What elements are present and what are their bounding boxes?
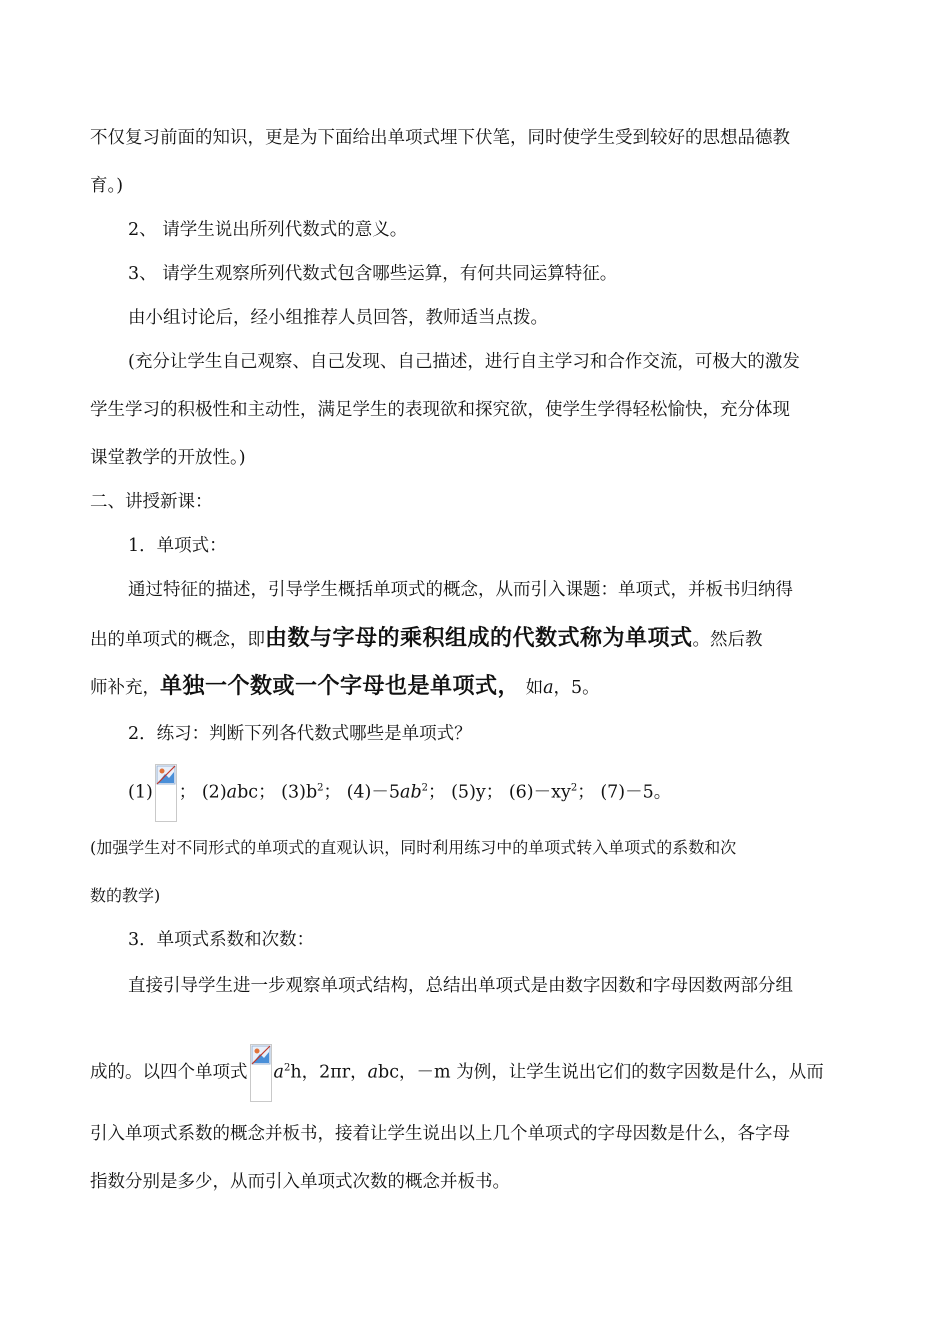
variable: ab xyxy=(400,782,422,803)
paragraph-line: 通过特征的描述，引导学生概括单项式的概念，从而引入课题：单项式，并板书归纳得 xyxy=(128,580,793,600)
text-run: 出的单项式的概念，即 xyxy=(90,630,265,650)
paragraph-line: 不仅复习前面的知识，更是为下面给出单项式埋下伏笔，同时使学生受到较好的思想品德教 xyxy=(90,128,790,148)
exponent: 2 xyxy=(421,782,429,794)
paragraph-line xyxy=(90,662,865,712)
paragraph-line: 由小组讨论后，经小组推荐人员回答，教师适当点拨。 xyxy=(128,308,548,328)
exponent: 2 xyxy=(570,782,578,794)
subsection-heading: 1．单项式： xyxy=(128,536,227,556)
list-item: 2、 请学生说出所列代数式的意义。 xyxy=(128,220,408,240)
paragraph-line xyxy=(90,614,865,664)
subsection-heading: 3．单项式系数和次数： xyxy=(128,930,315,950)
list-item: 3、 请学生观察所列代数式包含哪些运算，有何共同运算特征。 xyxy=(128,264,618,284)
paragraph-line: 学生学习的积极性和主动性，满足学生的表现欲和探究欲，使学生学得轻松愉快，充分体现 xyxy=(90,400,790,420)
text-run: (1) xyxy=(128,782,153,803)
paragraph-line: 数的教学) xyxy=(90,886,161,905)
broken-image-icon xyxy=(250,1044,272,1102)
text-run: bc，－m 为例，让学生说出它们的数字因数是什么，从而 xyxy=(378,1062,824,1083)
variable: a xyxy=(367,1062,379,1083)
subsection-heading: 2．练习：判断下列各代数式哪些是单项式？ xyxy=(128,724,472,744)
text-run: 。然后教 xyxy=(692,630,763,650)
definition-emphasis: 由数与字母的乘积组成的代数式称为单项式 xyxy=(265,625,693,651)
text-run: ； (2) xyxy=(178,782,227,803)
paragraph-line: 课堂教学的开放性。) xyxy=(90,448,246,468)
text-run: ； (5)y； (6)－xy xyxy=(428,782,571,803)
exponent: 2 xyxy=(283,1062,291,1074)
variable: a xyxy=(273,1062,284,1083)
exponent: 2 xyxy=(317,782,324,794)
variable: a xyxy=(226,782,238,803)
paragraph-line: 直接引导学生进一步观察单项式结构，总结出单项式是由数字因数和字母因数两部分组 xyxy=(128,976,793,996)
exercise-line xyxy=(128,764,865,822)
definition-emphasis: 单独一个数或一个字母也是单项式， xyxy=(160,673,521,699)
text-run: bc； (3)b xyxy=(237,782,318,803)
broken-image-icon xyxy=(155,764,177,822)
text-run: 成的。以四个单项式 xyxy=(90,1062,248,1083)
text-run: h，2πr， xyxy=(290,1062,368,1083)
paragraph-line: 育。) xyxy=(90,176,124,196)
text-run: ，5。 xyxy=(553,678,600,698)
text-run: 师补充， xyxy=(90,678,160,698)
variable: a xyxy=(543,678,554,698)
section-heading: 二、讲授新课： xyxy=(90,492,213,512)
paragraph-line: 引入单项式系数的概念并板书，接着让学生说出以上几个单项式的字母因数是什么，各字母 xyxy=(90,1124,790,1144)
text-run: ； (7)－5。 xyxy=(577,782,672,803)
text-run: 如 xyxy=(520,678,544,698)
paragraph-line: (充分让学生自己观察、自己发现、自己描述，进行自主学习和合作交流，可极大的激发 xyxy=(128,352,800,372)
paragraph-line xyxy=(90,1044,865,1102)
paragraph-line: 指数分别是多少，从而引入单项式次数的概念并板书。 xyxy=(90,1172,510,1192)
text-run: ； (4)－5 xyxy=(323,782,401,803)
paragraph-line: (加强学生对不同形式的单项式的直观认识，同时利用练习中的单项式转入单项式的系数和次 xyxy=(90,838,737,857)
